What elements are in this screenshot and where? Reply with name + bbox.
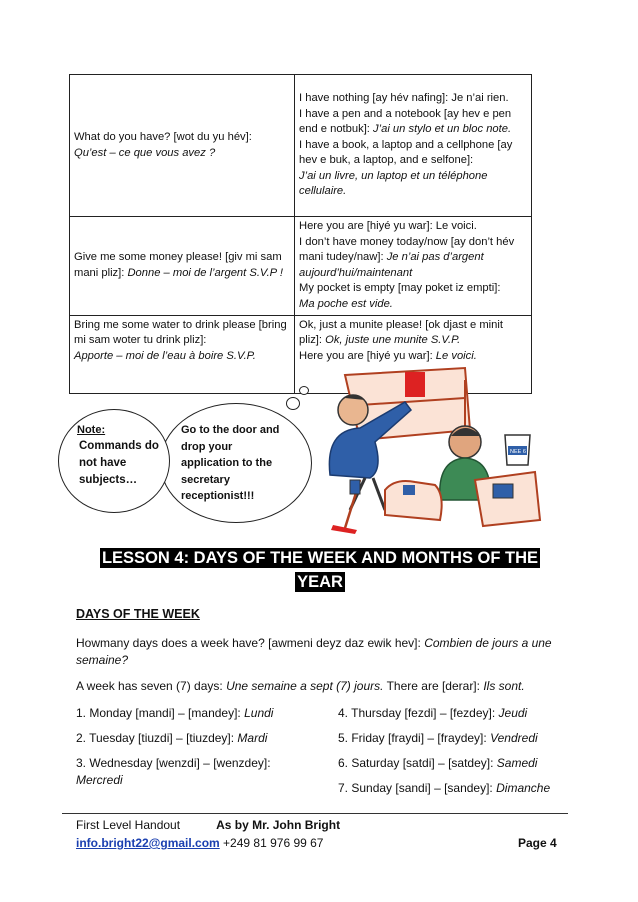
note-title: Note: bbox=[77, 424, 106, 436]
question-en: What do you have? [wot du yu hév]: bbox=[74, 130, 252, 143]
footer-author: As by Mr. John Bright bbox=[216, 818, 341, 832]
table-row bbox=[70, 75, 532, 217]
list-item: 3. Wednesday [wenzdi] – [wenzdey]: Mercredi bbox=[76, 756, 271, 787]
question-fr: Qu’est – ce que vous avez ? bbox=[74, 146, 216, 159]
answer-text: I have nothing [ay hév nafing]: Je n’ai rien. bbox=[299, 91, 509, 104]
list-item: 1. Monday [mandi] – [mandey]: Lundi bbox=[76, 706, 274, 720]
answer-paragraph bbox=[76, 678, 556, 695]
days-list-left bbox=[76, 705, 306, 789]
footer-divider bbox=[62, 813, 568, 814]
question-paragraph bbox=[76, 635, 556, 669]
answer-cell bbox=[295, 75, 532, 217]
footer-handout: First Level Handout bbox=[76, 818, 181, 832]
answer-translation: Je n’ai pas d’argent aujourd’hui/maintenant bbox=[299, 251, 484, 279]
note-bubble bbox=[58, 409, 170, 513]
question-en: Bring me some water to drink please [bring mi sam woter tu drink pliz]: bbox=[74, 318, 287, 347]
list-item: 5. Friday [fraydi] – [fraydey]: Vendredi bbox=[338, 731, 538, 745]
answer-translation: J’ai un livre, un laptop et un téléphone cellulaire. bbox=[299, 169, 488, 198]
answer-text: I have a book, a laptop and a cellphone [ay hev e buk, a laptop, and e selfone]: bbox=[299, 138, 513, 167]
office-illustration bbox=[305, 360, 555, 535]
lesson-title-line1: LESSON 4: DAYS OF THE WEEK AND MONTHS OF THE bbox=[101, 549, 539, 567]
answer-text: I have a pen and a notebook [ay hev e pen end e notbuk]: bbox=[299, 107, 512, 136]
question-cell bbox=[70, 75, 295, 217]
answer-translation: Une semaine a sept (7) jours. bbox=[226, 679, 384, 693]
speech-bubble-text: Go to the door and drop your application to the secretary receptionist!!! bbox=[181, 424, 280, 503]
answer-text: Ok, just a munite please! [ok djast e minit pliz]: bbox=[299, 318, 503, 347]
thought-dot bbox=[286, 397, 300, 410]
lesson-title-line2: YEAR bbox=[297, 573, 343, 591]
section-title: DAYS OF THE WEEK bbox=[76, 607, 200, 621]
question-cell bbox=[70, 217, 295, 316]
answer-text: My pocket is empty [may poket iz empti]: bbox=[299, 282, 501, 295]
days-list-right bbox=[338, 705, 568, 797]
table-row bbox=[70, 217, 532, 316]
lesson-heading bbox=[60, 546, 580, 594]
answer-translation: J’ai un stylo et un bloc note. bbox=[373, 123, 512, 136]
list-item: 6. Saturday [satdi] – [satdey]: Samedi bbox=[338, 756, 538, 770]
mug-label: NEE 6 bbox=[510, 449, 526, 455]
answer-cell bbox=[295, 217, 532, 316]
question-cell bbox=[70, 315, 295, 393]
answer-text: Here you are [hiyé yu war]: bbox=[299, 349, 436, 362]
footer-line2 bbox=[76, 836, 323, 850]
question-translation: Combien de jours a une semaine? bbox=[76, 636, 552, 667]
desk-icon bbox=[475, 472, 540, 526]
footer-line1 bbox=[76, 818, 340, 832]
footer-email-link[interactable]: info.bright22@gmail.com bbox=[76, 836, 220, 850]
answer-text: A week has seven (7) days: bbox=[76, 679, 227, 693]
page-number: Page 4 bbox=[518, 836, 557, 850]
question-en: Give me some money please! [giv mi sam mani pliz]: bbox=[74, 251, 282, 279]
answer-translation: Ok, juste une munite S.V.P. bbox=[325, 334, 461, 347]
answer-text: I don’t have money today/now [ay don’t hév mani tudey/naw]: bbox=[299, 235, 515, 264]
footer-phone: +249 81 976 99 67 bbox=[219, 836, 324, 850]
list-item: 2. Tuesday [tiuzdi] – [tiuzdey]: Mardi bbox=[76, 731, 268, 745]
question-fr: Donne – moi de l’argent S.V.P ! bbox=[127, 266, 283, 279]
answer-text: Here you are [hiyé yu war]: Le voici. bbox=[299, 220, 477, 232]
answer-translation: Ma poche est vide. bbox=[299, 297, 393, 310]
answer-text: There are [derar]: bbox=[383, 679, 484, 693]
question-fr: Apporte – moi de l’eau à boire S.V.P. bbox=[74, 349, 256, 362]
speech-bubble bbox=[160, 403, 312, 523]
note-text: Commands do not have subjects… bbox=[79, 440, 159, 486]
phrases-table bbox=[69, 74, 532, 394]
answer-translation: Ils sont. bbox=[483, 679, 525, 693]
list-item: 7. Sunday [sandi] – [sandey]: Dimanche bbox=[338, 781, 551, 795]
list-item: 4. Thursday [fezdi] – [fezdey]: Jeudi bbox=[338, 706, 528, 720]
answer-translation: Le voici. bbox=[435, 349, 477, 362]
question-text: Howmany days does a week have? [awmeni deyz daz ewik hev]: bbox=[76, 636, 425, 650]
red-box bbox=[405, 372, 425, 397]
